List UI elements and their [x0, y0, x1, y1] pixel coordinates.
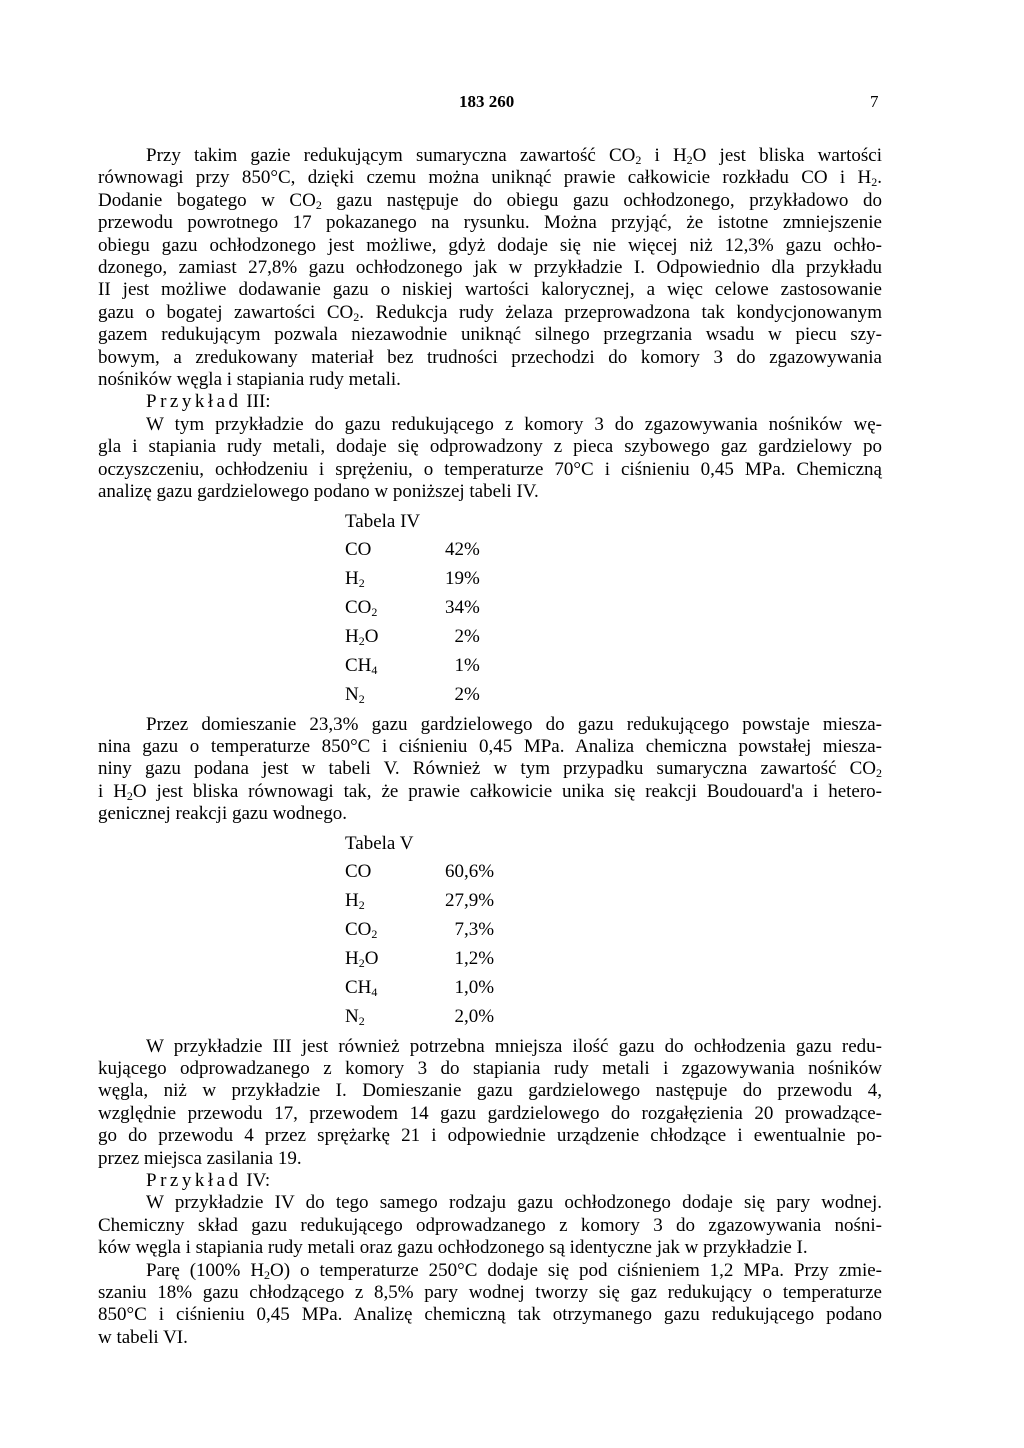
component-name: $H_2$	[345, 567, 365, 590]
component-name: $CH_4$	[345, 976, 378, 999]
table-row	[345, 681, 480, 710]
patent-number: 183 260	[459, 92, 515, 111]
text-line: W przykładzie IV do tego samego rodzaju gazu ochłodzonego dodaje się pary wodnej.	[146, 1192, 882, 1214]
text-line: Przez domieszanie 23,3% gazu gardzielowego do gazu redukującego powstaje miesza-	[146, 713, 882, 735]
text-line: względnie przewodu 17, przewodem 14 gazu gardzielowego do rozgałęzienia 20 prowadzące-	[98, 1102, 882, 1124]
text-line: Parę (100% $H_2O$) o temperaturze 250°C dodaje się pod ciśnieniem 1,2 MPa. Przy zmie-	[146, 1259, 882, 1282]
table-iv	[98, 508, 882, 710]
table-row	[345, 916, 494, 945]
text-line: Chemiczny skład gazu redukującego odprowadzanego z komory 3 do zgazowywania nośni-	[98, 1214, 882, 1236]
component-percentage: 1,2%	[454, 947, 495, 969]
text-line: oczyszczeniu, ochłodzeniu i sprężeniu, o temperaturze 70°C i ciśnieniu 0,45 MPa. Chemiczną	[98, 458, 882, 480]
paragraph	[98, 414, 882, 504]
text-line: Dodanie bogatego w $CO_2$ gazu następuje do obiegu gazu ochłodzonego, przykładowo do	[98, 189, 882, 212]
text-line: nośników węgla i stapiania rudy metali.	[98, 369, 401, 391]
text-line: szaniu 18% gazu chłodzącego z 8,5% pary wodnej tworzy się gaz redukujący o temperaturze	[98, 1282, 882, 1303]
paragraph	[98, 714, 882, 826]
text-line: obiegu gazu ochłodzonego jest możliwe, gdyż dodaje się nie więcej niż 12,3% gazu ochło-	[98, 234, 882, 256]
text-line: W przykładzie III jest również potrzebna mniejsza ilość gazu do ochłodzenia gazu redu-	[146, 1035, 882, 1057]
table-row	[345, 565, 480, 594]
document-body	[98, 145, 882, 1349]
page-header	[0, 92, 1024, 116]
component-percentage: 27,9%	[445, 889, 495, 911]
text-line: gazu o bogatej zawartości $CO_2$. Redukcja rudy żelaza przeprowadzona tak kondycjonowanym	[98, 301, 882, 324]
example-number: III:	[241, 391, 271, 413]
component-name: $N_2$	[345, 1005, 365, 1028]
text-line: przewodu powrotnego 17 pokazanego na rysunku. Można przyjąć, że istotne zmniejszenie	[98, 212, 882, 234]
table-row	[345, 623, 480, 652]
text-line: w tabeli VI.	[98, 1326, 188, 1348]
text-line: nina gazu o temperaturze 850°C i ciśnieniu 0,45 MPa. Analiza chemiczna powstałej miesza-	[98, 735, 882, 757]
table-caption: Tabela V	[345, 832, 414, 854]
text-line: węgla, niż w przykładzie I. Domieszanie gazu gardzielowego następuje do przewodu 4,	[98, 1080, 882, 1102]
example-label: Przykład	[146, 1169, 242, 1191]
component-percentage: 2%	[454, 625, 480, 647]
composition-table	[345, 858, 494, 1032]
component-percentage: 2,0%	[454, 1005, 495, 1027]
composition-table	[345, 536, 480, 710]
table-row	[345, 536, 480, 565]
table-row	[345, 652, 480, 681]
paragraph	[98, 1192, 882, 1259]
component-percentage: 1%	[454, 654, 480, 676]
paragraph	[98, 1260, 882, 1350]
text-line: niny gazu podana jest w tabeli V. Również w tym przypadku sumaryczna zawartość $CO_2$	[98, 758, 882, 781]
text-line: II jest możliwe dodawanie gazu o niskiej wartości kalorycznej, a więc celowe zastosowanie	[98, 279, 882, 301]
example-heading	[98, 391, 882, 413]
table-caption: Tabela IV	[345, 510, 421, 532]
text-line: przez miejsca zasilania 19.	[98, 1147, 302, 1169]
component-name: CO	[345, 538, 372, 560]
component-percentage: 7,3%	[454, 918, 495, 940]
text-line: analizę gazu gardzielowego podano w poniższej tabeli IV.	[98, 481, 539, 503]
component-name: $H_2$	[345, 889, 365, 912]
component-percentage: 19%	[445, 567, 480, 589]
text-line: równowagi przy 850°C, dzięki czemu można uniknąć prawie całkowicie rozkładu CO i $H_2$.	[98, 167, 882, 190]
text-line: W tym przykładzie do gazu redukującego z komory 3 do zgazowywania nośników wę-	[146, 413, 882, 435]
component-name: $H_2O$	[345, 625, 379, 648]
text-line: Przy takim gazie redukującym sumaryczna zawartość $CO_2$ i $H_2O$ jest bliska wartości	[146, 145, 882, 167]
component-name: CO	[345, 860, 372, 882]
component-percentage: 42%	[445, 538, 480, 560]
text-line: i $H_2O$ jest bliska równowagi tak, że prawie całkowicie unika się reakcji Boudouard'a i hetero-	[98, 780, 883, 803]
table-row	[345, 945, 494, 974]
example-label: Przykład	[146, 391, 242, 413]
table-v	[98, 830, 882, 1032]
table-row	[345, 858, 494, 887]
component-name: $CH_4$	[345, 654, 378, 677]
component-name: $N_2$	[345, 683, 365, 706]
component-percentage: 60,6%	[445, 860, 495, 882]
component-name: $CO_2$	[345, 596, 378, 619]
table-row	[345, 1003, 494, 1032]
example-heading	[98, 1170, 882, 1192]
page-number: 7	[870, 92, 879, 111]
text-line: gla i stapiania rudy metali, dodaje się odprowadzony z pieca szybowego gaz gardzielowy po	[98, 436, 882, 458]
table-row	[345, 887, 494, 916]
text-line: 850°C i ciśnieniu 0,45 MPa. Analizę chemiczną tak otrzymanego gazu redukującego podano	[98, 1304, 882, 1326]
table-row	[345, 974, 494, 1003]
text-line: dzonego, zamiast 27,8% gazu ochłodzonego jak w przykładzie I. Odpowiednio dla przykładu	[98, 257, 882, 279]
component-percentage: 34%	[445, 596, 480, 618]
text-line: ków węgla i stapiania rudy metali oraz gazu ochłodzonego są identyczne jak w przykładzie I.	[98, 1237, 808, 1259]
component-name: $H_2O$	[345, 947, 379, 970]
text-line: go do przewodu 4 przez sprężarkę 21 i odpowiednie urządzenie chłodzące i ewentualnie po-	[98, 1125, 882, 1147]
text-line: bowym, a zredukowany materiał bez trudności przechodzi do komory 3 do zgazowywania	[98, 346, 882, 368]
example-number: IV:	[241, 1169, 271, 1191]
text-line: gazem redukującym pozwala niezawodnie uniknąć silnego przegrzania wsadu w piecu szy-	[98, 324, 882, 346]
component-percentage: 2%	[454, 683, 480, 705]
component-name: $CO_2$	[345, 918, 378, 941]
table-row	[345, 594, 480, 623]
paragraph	[98, 1036, 882, 1170]
component-percentage: 1,0%	[454, 976, 495, 998]
text-line: kującego odprowadzanego z komory 3 do stapiania rudy metali i zgazowywania nośników	[98, 1057, 882, 1079]
text-line: genicznej reakcji gazu wodnego.	[98, 803, 347, 825]
paragraph	[98, 145, 882, 391]
